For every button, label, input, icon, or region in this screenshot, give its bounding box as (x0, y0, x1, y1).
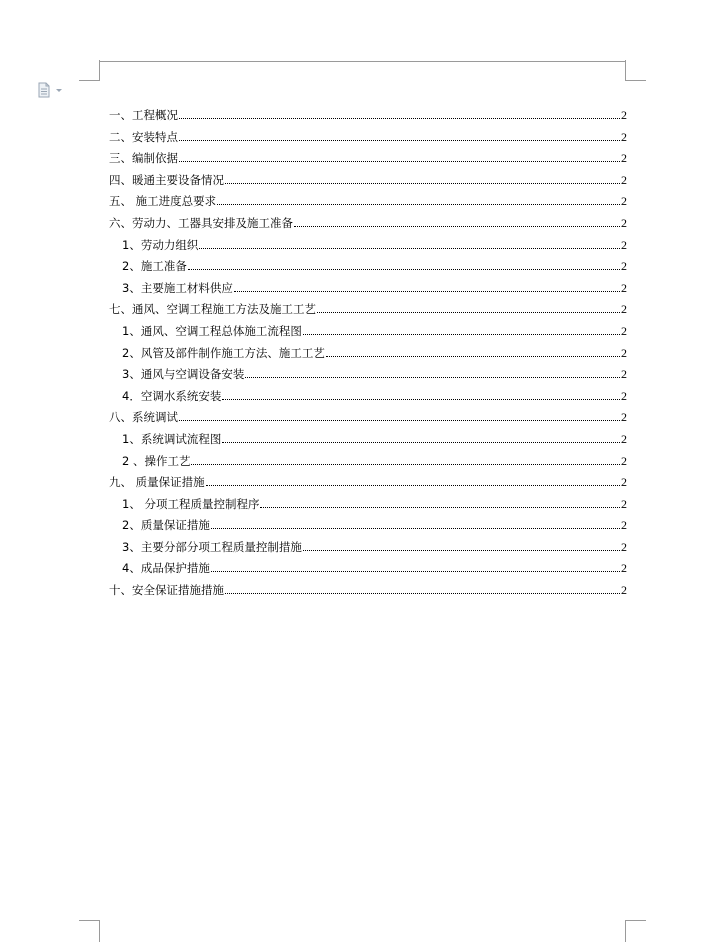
toc-leader (179, 161, 620, 162)
toc-entry-page: 2 (621, 539, 627, 554)
toc-entry-page: 2 (621, 453, 627, 468)
toc-leader (179, 140, 620, 141)
toc-entry-title: 3、通风与空调设备安装 (122, 367, 245, 382)
toc-leader (217, 204, 620, 205)
toc-entry-page: 2 (621, 431, 627, 446)
margin-corner-top-left (79, 60, 100, 81)
toc-entry-page: 2 (621, 302, 627, 317)
toc-entry-page: 2 (621, 215, 627, 230)
toc-entry-page: 2 (621, 259, 627, 274)
toc-entry-title: 4．空调水系统安装 (122, 388, 222, 403)
toc-entry[interactable] (109, 429, 627, 451)
margin-corner-top-right (625, 60, 646, 81)
toc-entry-page: 2 (621, 108, 627, 122)
toc-entry[interactable] (109, 364, 627, 386)
toc-entry-page: 2 (621, 172, 627, 187)
toc-entry-page: 2 (621, 518, 627, 533)
toc-entry[interactable] (109, 170, 627, 192)
toc-entry[interactable] (109, 472, 627, 494)
toc-entry-title: 3、主要分部分项工程质量控制措施 (122, 539, 302, 554)
toc-leader (225, 183, 620, 184)
toc-entry-title: 一、工程概况 (109, 108, 178, 122)
toc-entry[interactable] (109, 105, 627, 127)
toc-entry-title: 七、通风、空调工程施工方法及施工工艺 (109, 302, 316, 317)
toc-entry[interactable] (109, 127, 627, 149)
toc-entry-title: 2、风管及部件制作施工方法、施工工艺 (122, 345, 325, 360)
toc-entry-page: 2 (621, 345, 627, 360)
toc-entry-page: 2 (621, 561, 627, 576)
toc-entry-title: 2 、操作工艺 (122, 453, 191, 468)
toc-entry[interactable] (109, 558, 627, 580)
toc-leader (326, 356, 620, 357)
toc-entry-title: 2、质量保证措施 (122, 518, 210, 533)
toc-entry-title: 4、成品保护措施 (122, 561, 210, 576)
table-of-contents (109, 105, 627, 602)
toc-entry-page: 2 (621, 496, 627, 511)
toc-entry[interactable] (109, 235, 627, 257)
toc-leader (317, 312, 620, 313)
toc-leader (303, 550, 620, 551)
toc-leader (191, 464, 620, 465)
toc-leader (225, 593, 620, 594)
toc-entry-page: 2 (621, 323, 627, 338)
toc-entry-title: 十、安全保证措施措施 (109, 583, 224, 598)
document-menu-button[interactable] (37, 82, 65, 98)
chevron-down-icon (56, 89, 62, 92)
toc-leader (294, 226, 620, 227)
toc-leader (206, 485, 620, 486)
toc-entry-page: 2 (621, 151, 627, 166)
toc-entry-page: 2 (621, 388, 627, 403)
toc-entry-title: 2、施工准备 (122, 259, 187, 274)
toc-entry[interactable] (109, 299, 627, 321)
toc-entry-page: 2 (621, 583, 627, 598)
toc-leader (179, 420, 620, 421)
toc-leader (303, 334, 620, 335)
document-icon (37, 82, 65, 98)
toc-entry-page: 2 (621, 237, 627, 252)
toc-entry[interactable] (109, 191, 627, 213)
toc-entry[interactable] (109, 580, 627, 602)
toc-leader (199, 248, 620, 249)
toc-entry[interactable] (109, 278, 627, 300)
toc-entry-page: 2 (621, 129, 627, 144)
toc-entry-title: 八、系统调试 (109, 410, 178, 425)
toc-entry[interactable] (109, 386, 627, 408)
toc-entry[interactable] (109, 494, 627, 516)
toc-entry-title: 九、 质量保证措施 (109, 475, 205, 490)
toc-entry[interactable] (109, 343, 627, 365)
toc-entry-page: 2 (621, 194, 627, 209)
toc-entry[interactable] (109, 451, 627, 473)
toc-leader (188, 269, 620, 270)
toc-entry-title: 3、主要施工材料供应 (122, 280, 233, 295)
toc-leader (222, 399, 620, 400)
toc-leader (260, 507, 620, 508)
toc-entry-title: 三、编制依据 (109, 151, 178, 166)
toc-entry-page: 2 (621, 280, 627, 295)
toc-leader (179, 118, 620, 119)
toc-entry-page: 2 (621, 475, 627, 490)
header-line (99, 61, 625, 62)
toc-leader (245, 377, 620, 378)
toc-entry[interactable] (109, 213, 627, 235)
toc-entry-title: 1、 分项工程质量控制程序 (122, 496, 260, 511)
toc-entry-title: 1、系统调试流程图 (122, 431, 222, 446)
toc-entry[interactable] (109, 148, 627, 170)
toc-leader (211, 571, 620, 572)
toc-entry[interactable] (109, 537, 627, 559)
toc-entry-title: 五、 施工进度总要求 (109, 194, 217, 209)
margin-corner-bottom-right (625, 920, 646, 942)
toc-entry[interactable] (109, 407, 627, 429)
toc-entry-title: 1、劳动力组织 (122, 237, 199, 252)
toc-entry-page: 2 (621, 410, 627, 425)
toc-entry-title: 1、通风、空调工程总体施工流程图 (122, 323, 302, 338)
toc-entry-title: 四、暖通主要设备情况 (109, 172, 224, 187)
toc-entry[interactable] (109, 515, 627, 537)
toc-entry-title: 二、安装特点 (109, 129, 178, 144)
toc-leader (234, 291, 620, 292)
toc-entry-title: 六、劳动力、工器具安排及施工准备 (109, 215, 293, 230)
toc-entry[interactable] (109, 256, 627, 278)
margin-corner-bottom-left (79, 920, 100, 942)
toc-leader (222, 442, 620, 443)
toc-entry-page: 2 (621, 367, 627, 382)
toc-entry[interactable] (109, 321, 627, 343)
toc-leader (211, 528, 620, 529)
